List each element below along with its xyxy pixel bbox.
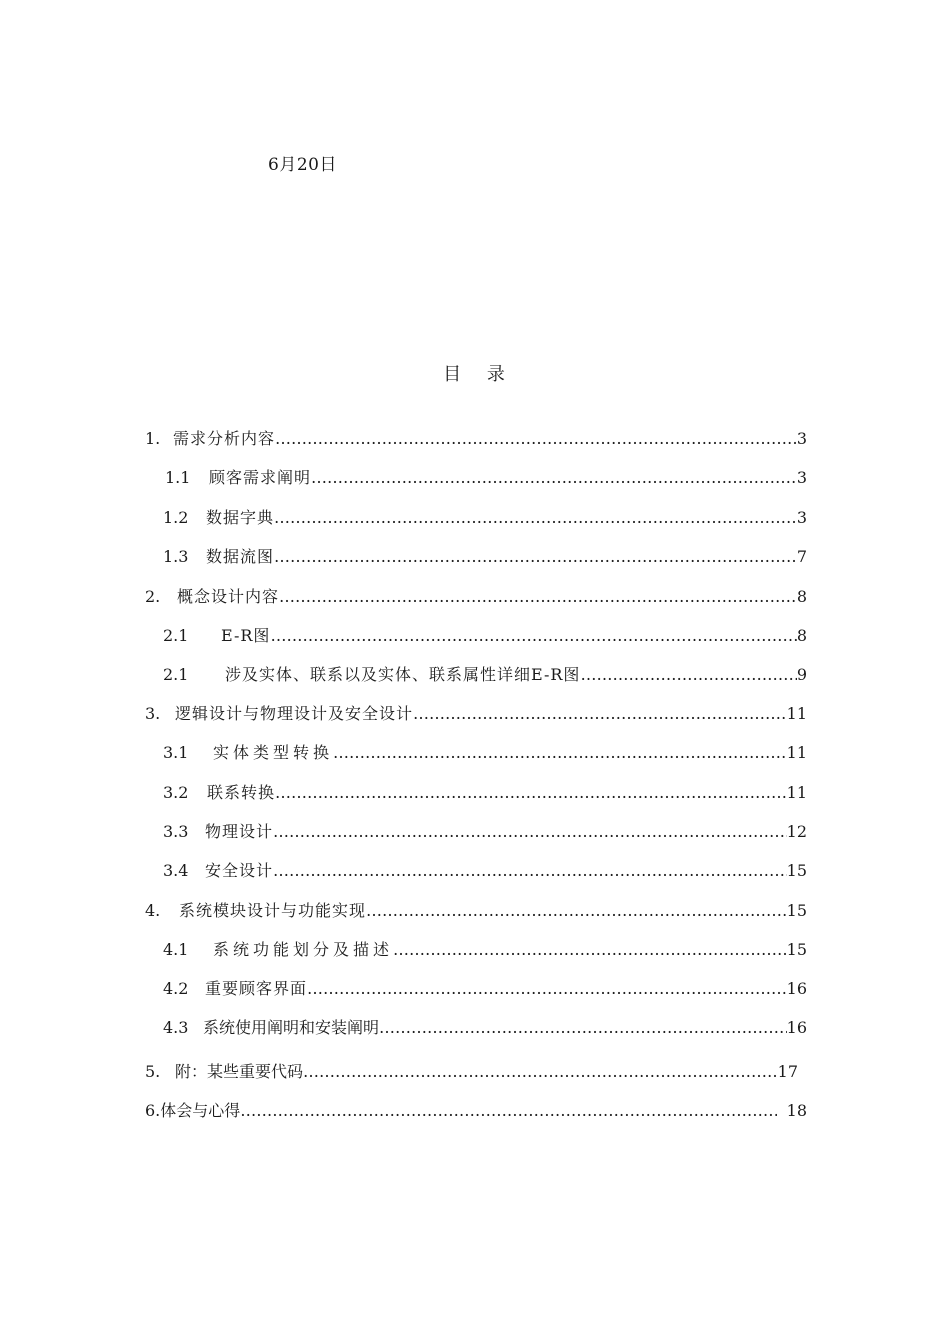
toc-entry-number: 5.	[145, 1062, 161, 1081]
toc-leader-dots	[333, 743, 787, 762]
toc-leader-dots	[393, 940, 787, 959]
toc-entry-number: 3.	[145, 704, 161, 723]
toc-entry-1-3[interactable]	[163, 544, 807, 568]
toc-entry-page: 11	[786, 743, 807, 762]
toc-entry-page: 15	[786, 861, 807, 880]
toc-leader-dots	[366, 901, 787, 920]
toc-entry-page: 7	[796, 547, 807, 566]
toc-entry-label: 逻辑设计与物理设计及安全设计	[175, 704, 414, 723]
toc-entry-3-3[interactable]	[163, 819, 807, 843]
toc-leader-dots	[240, 1101, 776, 1120]
toc-leader-dots	[413, 704, 787, 723]
toc-entry-label: 涉及实体、联系以及实体、联系属性详细E-R图	[225, 665, 581, 684]
toc-entry-page: 8	[796, 587, 807, 606]
toc-entry-page: 11	[786, 704, 807, 723]
toc-entry-page: 12	[786, 822, 807, 841]
toc-entry-page: 16	[786, 1018, 807, 1037]
toc-entry-4-3[interactable]	[163, 1015, 807, 1039]
toc-entry-page: 18	[786, 1101, 807, 1120]
toc-entry-number: 4.	[145, 901, 161, 920]
toc-entry-number: 3.1	[163, 743, 189, 762]
toc-leader-dots	[580, 665, 796, 684]
document-date: 6月20日	[268, 155, 337, 175]
toc-entry-page: 17	[777, 1062, 798, 1081]
toc-entry-label: 附：某些重要代码	[175, 1062, 304, 1081]
toc-entry-number: 2.1	[163, 626, 189, 645]
toc-entry-6[interactable]	[145, 1098, 807, 1122]
toc-entry-number: 4.2	[163, 979, 189, 998]
toc-entry-page: 3	[796, 429, 807, 448]
toc-entry-4-2[interactable]	[163, 976, 807, 1000]
toc-entry-3[interactable]	[145, 701, 807, 725]
toc-leader-dots	[379, 1018, 787, 1037]
toc-entry-1-1[interactable]	[165, 465, 807, 489]
toc-entry-number: 4.1	[163, 940, 189, 959]
toc-entry-3-1[interactable]	[163, 740, 807, 764]
toc-entry-label: 安全设计	[205, 861, 274, 880]
toc-entry-number: 4.3	[163, 1018, 189, 1037]
toc-entry-2-1-detail[interactable]	[163, 662, 807, 686]
toc-entry-page: 3	[796, 468, 807, 487]
toc-entry-number: 2.	[145, 587, 161, 606]
toc-entry-label: 概念设计内容	[177, 587, 280, 606]
toc-entry-number: 1.1	[165, 468, 191, 487]
toc-entry-4-1[interactable]	[163, 937, 807, 961]
toc-entry-page: 16	[786, 979, 807, 998]
toc-entry-page: 15	[786, 901, 807, 920]
toc-entry-page: 8	[796, 626, 807, 645]
toc-entry-1-2[interactable]	[163, 505, 807, 529]
toc-entry-page: 11	[786, 783, 807, 802]
toc-entry-3-4[interactable]	[163, 858, 807, 882]
toc-entry-label: 体会与心得	[160, 1101, 241, 1120]
toc-entry-number: 3.2	[163, 783, 189, 802]
toc-entry-label: E-R图	[221, 626, 271, 645]
toc-entry-number: 1.2	[163, 508, 189, 527]
toc-entry-number: 3.4	[163, 861, 189, 880]
toc-leader-dots	[279, 587, 797, 606]
toc-entry-label: 数据字典	[206, 508, 275, 527]
toc-leader-dots	[273, 822, 787, 841]
toc-entry-label: 物理设计	[205, 822, 274, 841]
toc-entry-label: 实体类型转换	[213, 743, 334, 762]
toc-entry-label: 系统模块设计与功能实现	[179, 901, 367, 920]
toc-leader-dots	[274, 508, 797, 527]
toc-title: 目 录	[443, 364, 515, 385]
toc-entry-5[interactable]	[145, 1059, 798, 1083]
toc-leader-dots	[270, 626, 796, 645]
toc-entry-label: 系统使用阐明和安装阐明	[203, 1018, 380, 1037]
toc-entry-number: 1.3	[163, 547, 189, 566]
toc-leader-dots	[274, 547, 797, 566]
toc-entry-page: 3	[796, 508, 807, 527]
toc-leader-dots	[275, 429, 797, 448]
toc-entry-label: 需求分析内容	[173, 429, 276, 448]
toc-entry-page: 9	[796, 665, 807, 684]
toc-entry-label: 顾客需求阐明	[209, 468, 312, 487]
toc-entry-number: 6.	[145, 1101, 161, 1120]
toc-entry-2-1[interactable]	[163, 623, 807, 647]
toc-leader-dots	[275, 783, 787, 802]
toc-entry-2[interactable]	[145, 584, 807, 608]
toc-entry-label: 重要顾客界面	[205, 979, 308, 998]
toc-leader-dots	[307, 979, 787, 998]
toc-entry-label: 数据流图	[206, 547, 275, 566]
toc-entry-1[interactable]	[145, 426, 807, 450]
toc-entry-page: 15	[786, 940, 807, 959]
toc-entry-label: 联系转换	[207, 783, 276, 802]
toc-entry-number: 2.1	[163, 665, 189, 684]
toc-entry-3-2[interactable]	[163, 780, 807, 804]
toc-leader-dots	[311, 468, 797, 487]
toc-leader-dots	[273, 861, 787, 880]
toc-entry-number: 3.3	[163, 822, 189, 841]
toc-entry-4[interactable]	[145, 898, 807, 922]
toc-leader-dots	[303, 1062, 778, 1081]
toc-entry-label: 系统功能划分及描述	[213, 940, 394, 959]
toc-entry-number: 1.	[145, 429, 161, 448]
